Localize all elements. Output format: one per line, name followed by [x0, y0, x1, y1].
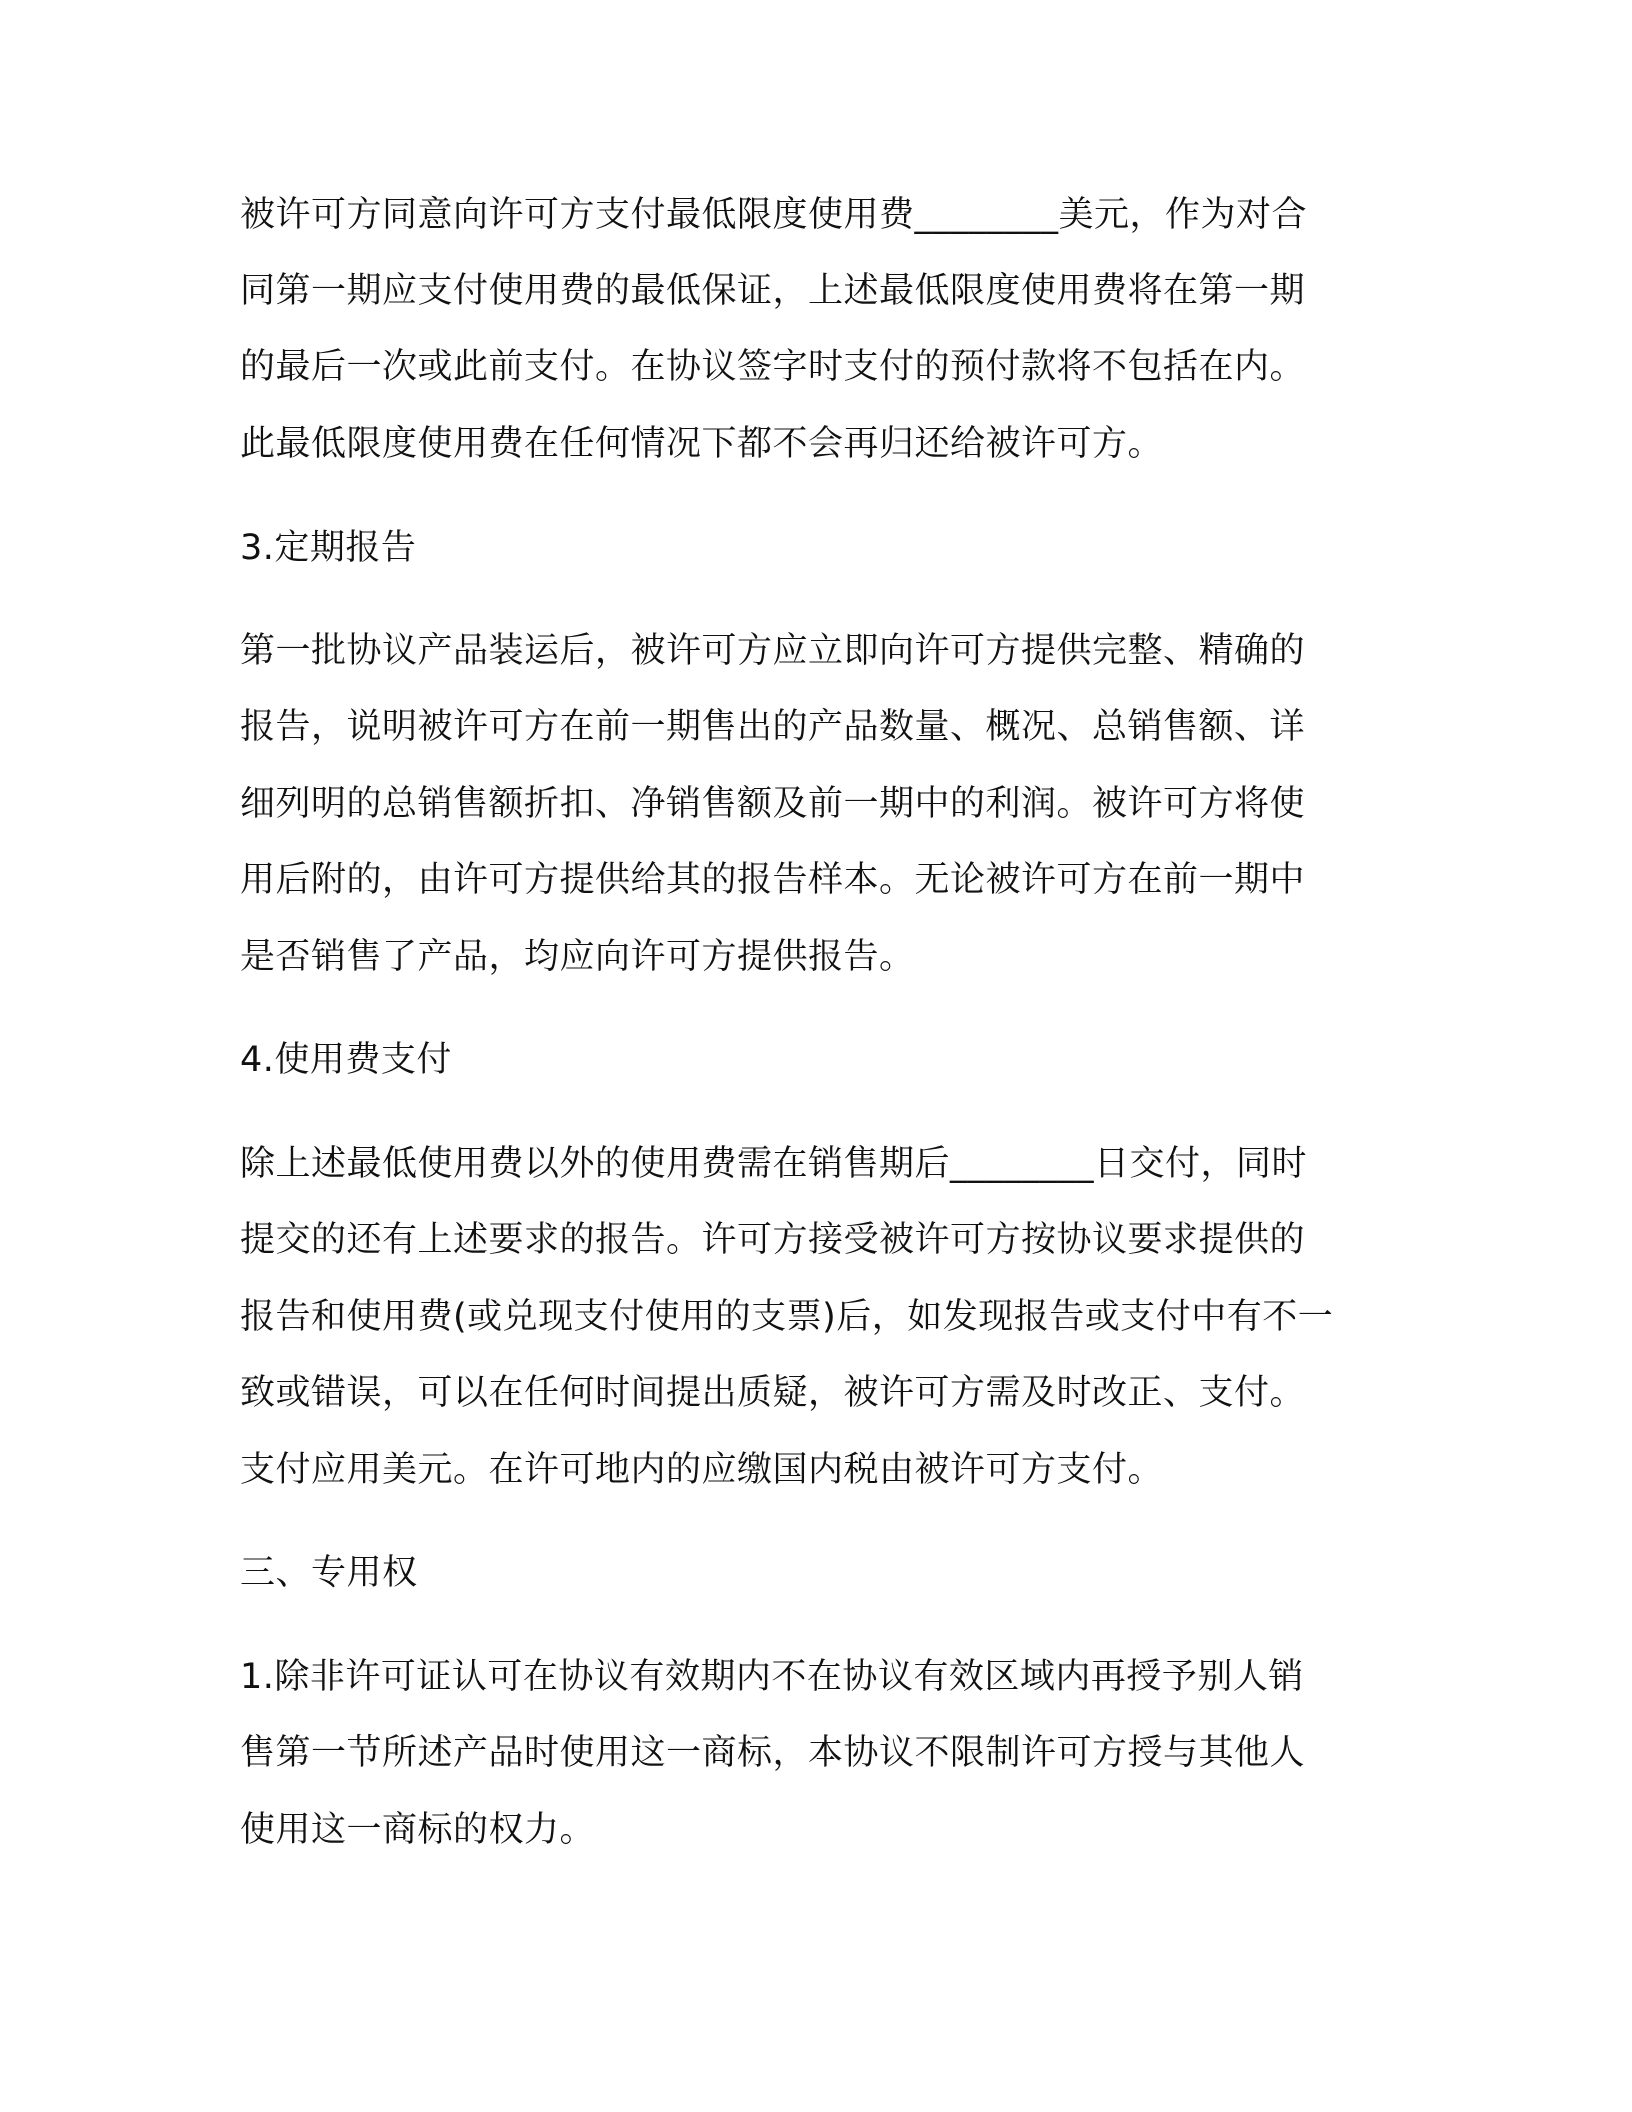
paragraph-3-line-4: 致或错误，可以在任何时间提出质疑，被许可方需及时改正、支付。 [240, 1373, 1306, 1413]
paragraph-4-line-2: 售第一节所述产品时使用这一商标，本协议不限制许可方授与其他人 [240, 1733, 1306, 1773]
paragraph-2-line-3: 细列明的总销售额折扣、净销售额及前一期中的利润。被许可方将使 [240, 784, 1306, 824]
paragraph-2-line-1: 第一批协议产品装运后，被许可方应立即向许可方提供完整、精确的 [240, 631, 1306, 671]
paragraph-1-line-3: 的最后一次或此前支付。在协议签字时支付的预付款将不包括在内。 [240, 347, 1306, 387]
paragraph-1-line-2: 同第一期应支付使用费的最低保证，上述最低限度使用费将在第一期 [240, 271, 1306, 311]
paragraph-2-line-5: 是否销售了产品，均应向许可方提供报告。 [240, 937, 915, 977]
paragraph-1-line-4: 此最低限度使用费在任何情况下都不会再归还给被许可方。 [240, 424, 1164, 464]
paragraph-4-line-3: 使用这一商标的权力。 [240, 1810, 596, 1850]
paragraph-1-line-1: 被许可方同意向许可方支付最低限度使用费________美元，作为对合 [240, 195, 1308, 235]
heading-royalty-payment: 4.使用费支付 [240, 1040, 452, 1080]
paragraph-3-line-1: 除上述最低使用费以外的使用费需在销售期后________日交付，同时 [240, 1144, 1308, 1184]
paragraph-2-line-4: 用后附的，由许可方提供给其的报告样本。无论被许可方在前一期中 [240, 860, 1306, 900]
heading-periodic-report: 3.定期报告 [240, 528, 417, 568]
paragraph-3-line-3: 报告和使用费(或兑现支付使用的支票)后，如发现报告或支付中有不一 [240, 1297, 1334, 1337]
paragraph-3-line-5: 支付应用美元。在许可地内的应缴国内税由被许可方支付。 [240, 1450, 1164, 1490]
paragraph-2-line-2: 报告，说明被许可方在前一期售出的产品数量、概况、总销售额、详 [240, 707, 1306, 747]
paragraph-3-line-2: 提交的还有上述要求的报告。许可方接受被许可方按协议要求提供的 [240, 1220, 1306, 1260]
heading-exclusive-rights: 三、专用权 [240, 1553, 418, 1593]
paragraph-4-line-1: 1.除非许可证认可在协议有效期内不在协议有效区域内再授予别人销 [240, 1657, 1304, 1697]
